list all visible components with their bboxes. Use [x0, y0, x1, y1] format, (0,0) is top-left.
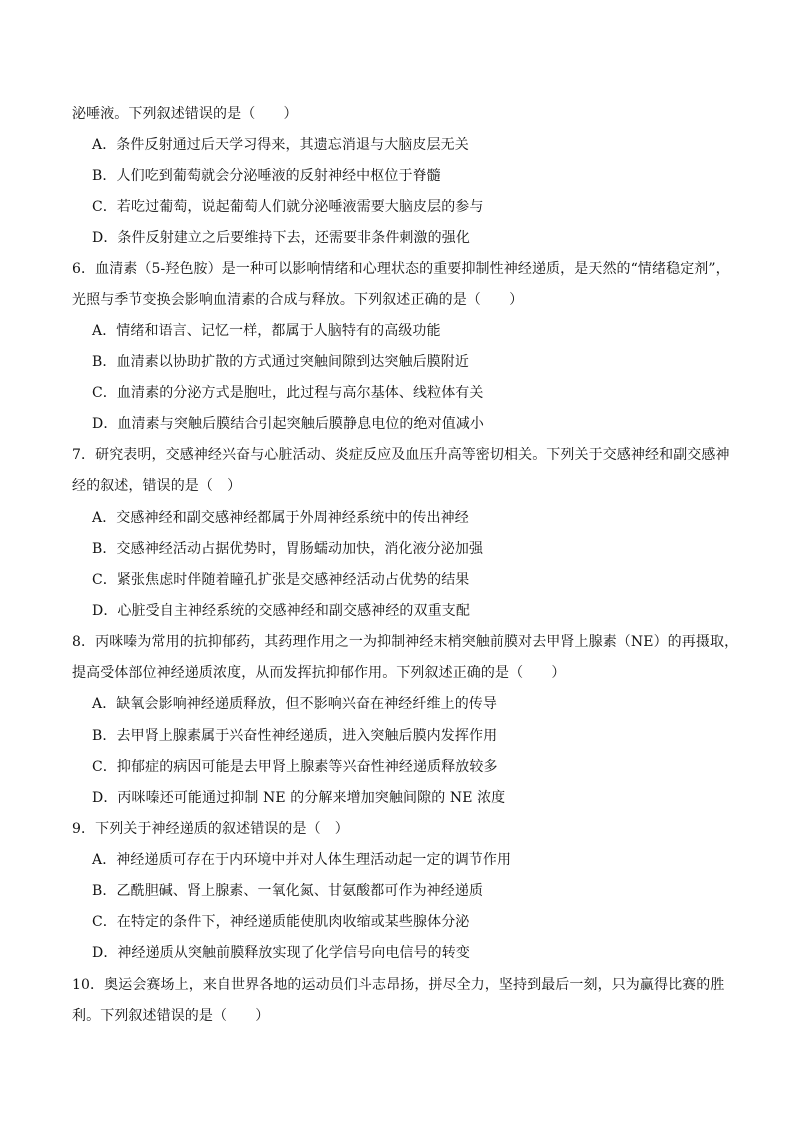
question-8-stem: 8．丙咪嗪为常用的抗抑郁药，其药理作用之一为抑制神经末梢突触前膜对去甲肾上腺素（NE）的再摄取，	[72, 634, 739, 650]
question-7-stem-line-2: 经的叙述，错误的是（ ）	[72, 478, 242, 494]
question-10-stem: 10．奥运会赛场上，来自世界各地的运动员们斗志昂扬，拼尽全力，坚持到最后一刻，只为赢得比赛的胜	[72, 977, 725, 993]
question-5-option-b: B．人们吃到葡萄就会分泌唾液的反射神经中枢位于脊髓	[92, 168, 441, 184]
question-5-option-a: A．条件反射通过后天学习得来，其遗忘消退与大脑皮层无关	[92, 137, 469, 153]
question-6-option-d: D．血清素与突触后膜结合引起突触后膜静息电位的绝对值减小	[92, 416, 485, 432]
question-7-option-d: D．心脏受自主神经系统的交感神经和副交感神经的双重支配	[92, 603, 470, 619]
question-6-option-c: C．血清素的分泌方式是胞吐，此过程与高尔基体、线粒体有关	[92, 385, 484, 401]
question-8-stem-line-2: 提高受体部位神经递质浓度，从而发挥抗抑郁作用。下列叙述正确的是（ ）	[72, 665, 566, 681]
question-5-stem-continuation: 泌唾液。下列叙述错误的是（ ）	[72, 106, 298, 122]
question-8-option-b: B．去甲肾上腺素属于兴奋性神经递质，进入突触后膜内发挥作用	[92, 728, 498, 744]
question-8-option-d: D．丙咪嗪还可能通过抑制 NE 的分解来增加突触间隙的 NE 浓度	[92, 790, 506, 806]
question-6-stem-line-2: 光照与季节变换会影响血清素的合成与释放。下列叙述正确的是（ ）	[72, 292, 524, 308]
question-6-option-a: A．情绪和语言、记忆一样，都属于人脑特有的高级功能	[92, 323, 441, 339]
question-9-option-a: A．神经递质可存在于内环境中并对人体生理活动起一定的调节作用	[92, 852, 512, 868]
question-5-option-d: D．条件反射建立之后要维持下去，还需要非条件刺激的强化	[92, 230, 470, 246]
question-9-stem: 9．下列关于神经递质的叙述错误的是（ ）	[72, 821, 349, 837]
question-10-stem-line-2: 利。下列叙述错误的是（ ）	[72, 1008, 270, 1024]
question-9-option-d: D．神经递质从突触前膜释放实现了化学信号向电信号的转变	[92, 945, 470, 961]
question-7-stem: 7．研究表明，交感神经兴奋与心脏活动、炎症反应及血压升高等密切相关。下列关于交感神经和副交感神	[72, 447, 730, 463]
question-8-option-a: A．缺氧会影响神经递质释放，但不影响兴奋在神经纤维上的传导	[92, 696, 498, 712]
question-9-option-c: C．在特定的条件下，神经递质能使肌肉收缩或某些腺体分泌	[92, 914, 470, 930]
question-7-option-c: C．紧张焦虑时伴随着瞳孔扩张是交感神经活动占优势的结果	[92, 572, 470, 588]
question-7-option-a: A．交感神经和副交感神经都属于外周神经系统中的传出神经	[92, 510, 469, 526]
question-8-option-c: C．抑郁症的病因可能是去甲肾上腺素等兴奋性神经递质释放较多	[92, 759, 498, 775]
question-7-option-b: B．交感神经活动占据优势时，胃肠蠕动加快，消化液分泌加强	[92, 541, 484, 557]
question-6-stem: 6．血清素（5-羟色胺）是一种可以影响情绪和心理状态的重要抑制性神经递质，是天然的“情绪稳定剂”，	[72, 261, 730, 277]
question-9-option-b: B．乙酰胆碱、肾上腺素、一氧化氮、甘氨酸都可作为神经递质	[92, 883, 484, 899]
question-6-option-b: B．血清素以协助扩散的方式通过突触间隙到达突触后膜附近	[92, 354, 469, 370]
question-5-option-c: C．若吃过葡萄，说起葡萄人们就分泌唾液需要大脑皮层的参与	[92, 199, 484, 215]
